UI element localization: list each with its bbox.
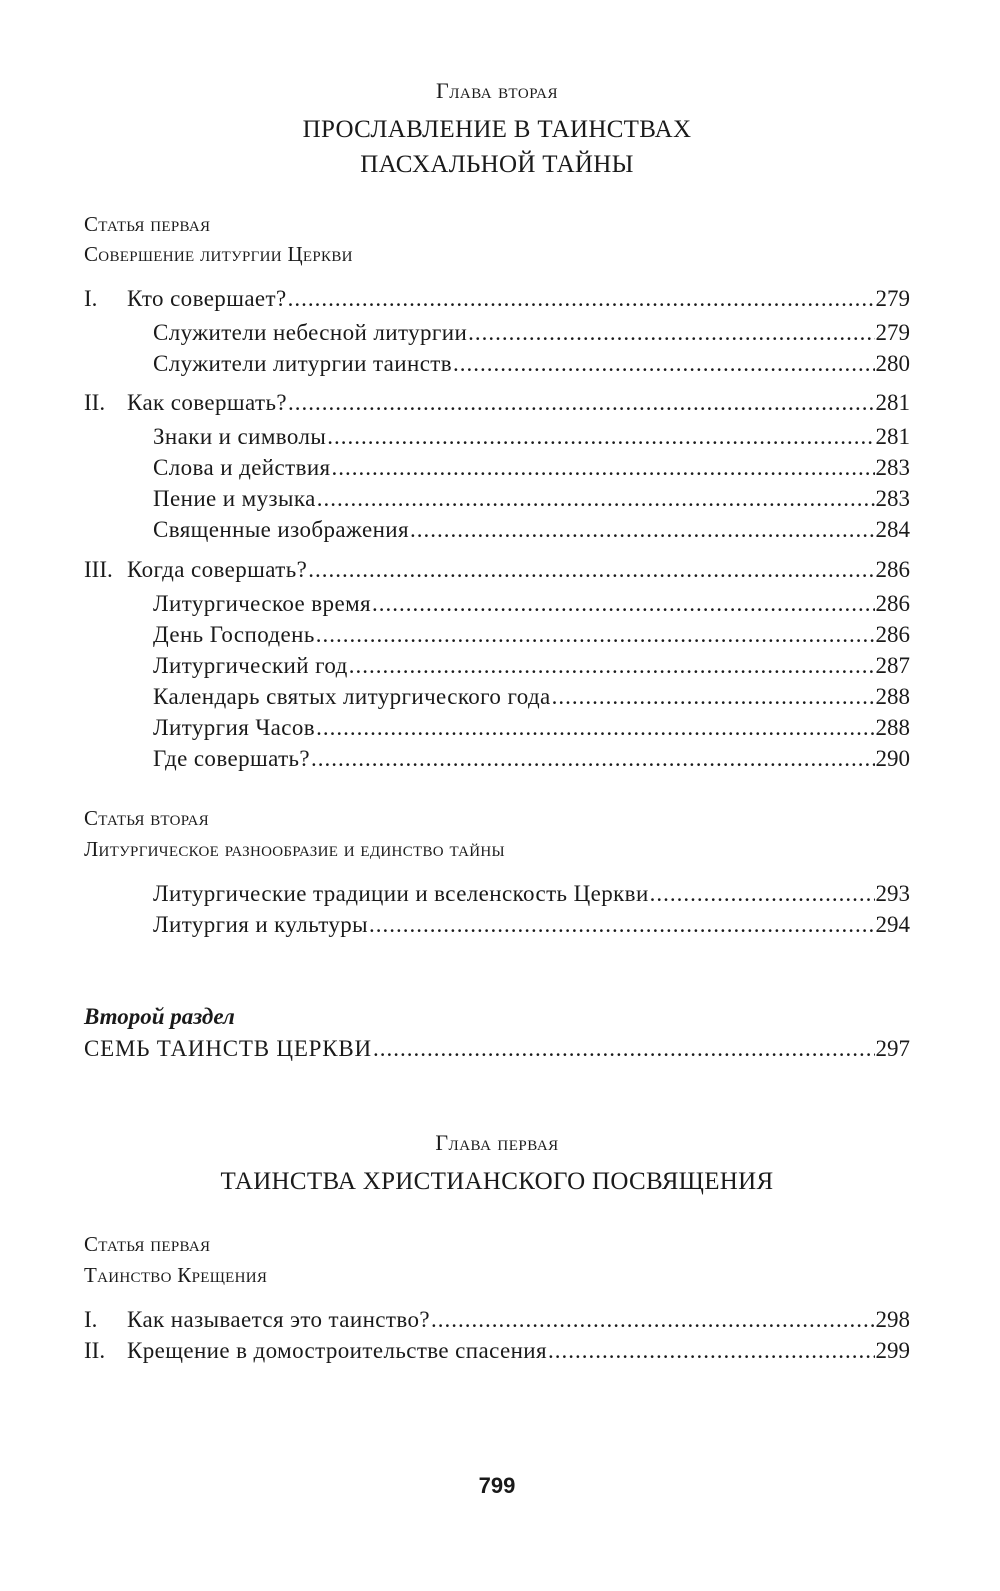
article-label: Статья первая [84,212,211,236]
leader-dots [552,682,875,712]
entry-page: 281 [875,390,910,415]
entry-page: 287 [875,653,910,678]
leader-dots [316,713,874,743]
leader-dots [308,555,874,585]
leader-dots [349,651,875,681]
leader-dots [372,589,874,619]
entry-page: 286 [875,591,910,616]
entry-page: 284 [875,517,910,542]
entry-page: 288 [875,715,910,740]
section-page: 297 [875,1036,910,1061]
entry-page: 279 [875,286,910,311]
chapter-title-line: ПРОСЛАВЛЕНИЕ В ТАИНСТВАХ [302,116,692,143]
page-number: 799 [478,1473,516,1498]
entry-title: Литургия Часов [153,715,316,740]
entry-title: Служители литургии таинств [153,351,453,376]
leader-dots [431,1305,875,1335]
toc-entry[interactable] [84,879,910,909]
chapter-title: ТАИНСТВА ХРИСТИАНСКОГО ПОСВЯЩЕНИЯ [220,1168,774,1195]
entry-title: День Господень [153,622,315,647]
toc-entry[interactable] [84,744,910,774]
article-label: Статья первая [84,1232,211,1256]
entry-number: III. [84,557,113,582]
leader-dots [316,620,875,650]
toc-entry[interactable] [84,284,910,314]
chapter-label: Глава первая [435,1130,559,1155]
leader-dots [369,910,874,940]
toc-entry[interactable] [84,1305,910,1335]
toc-entry[interactable] [84,318,910,348]
entry-title: Литургические традиции и вселенскость Церкви [153,881,649,906]
entry-title: Крещение в домостроительстве спасения [127,1338,547,1363]
entry-number: I. [84,286,98,311]
toc-entry[interactable] [84,682,910,712]
toc-entry[interactable] [84,349,910,379]
toc-entry[interactable] [84,422,910,452]
chapter-title-line: ПАСХАЛЬНОЙ ТАЙНЫ [360,151,634,178]
leader-dots [548,1336,875,1366]
leader-dots [288,284,875,314]
toc-entry[interactable] [84,484,910,514]
toc-entry[interactable] [84,555,910,585]
toc-entry[interactable] [84,1336,910,1366]
section-entry[interactable] [84,1034,910,1064]
leader-dots [410,515,875,545]
leader-dots [650,879,875,909]
entry-title: Календарь святых литургического года [153,684,551,709]
toc-entry[interactable] [84,651,910,681]
entry-number: I. [84,1307,98,1332]
entry-title: Священные изображения [153,517,409,542]
toc-entry[interactable] [84,620,910,650]
leader-dots [317,484,875,514]
toc-entry[interactable] [84,515,910,545]
entry-title: Литургия и культуры [153,912,369,937]
entry-title: Когда совершать? [127,557,308,582]
leader-dots [332,453,875,483]
entry-page: 279 [875,320,910,345]
entry-page: 286 [875,557,910,582]
chapter-title [84,112,910,182]
leader-dots [327,422,874,452]
entry-page: 283 [875,486,910,511]
entry-title: Слова и действия [153,455,331,480]
toc-entry[interactable] [84,713,910,743]
entry-title: Как называется это таинство? [127,1307,430,1332]
toc-page [84,0,910,1591]
entry-title: Литургическое время [153,591,372,616]
article-title: Литургическое разнообразие и единство тайны [84,837,505,861]
entry-page: 299 [875,1338,910,1363]
entry-page: 281 [875,424,910,449]
entry-title: Кто совершает? [127,286,287,311]
entry-page: 280 [875,351,910,376]
chapter-label: Глава вторая [436,78,558,103]
article-title: Таинство Крещения [84,1263,268,1287]
entry-page: 283 [875,455,910,480]
section-label: Второй раздел [84,1004,235,1029]
entry-page: 293 [875,881,910,906]
toc-entry[interactable] [84,453,910,483]
entry-page: 294 [875,912,910,937]
entry-title: Служители небесной литургии [153,320,468,345]
leader-dots [468,318,874,348]
entry-page: 288 [875,684,910,709]
leader-dots [311,744,874,774]
entry-title: Литургический год [153,653,348,678]
entry-title: Пение и музыка [153,486,316,511]
entry-page: 286 [875,622,910,647]
leader-dots [288,388,875,418]
entry-title: Знаки и символы [153,424,327,449]
leader-dots [373,1034,875,1064]
toc-entry[interactable] [84,589,910,619]
entry-page: 290 [875,746,910,771]
toc-entry[interactable] [84,388,910,418]
toc-entry[interactable] [84,910,910,940]
entry-page: 298 [875,1307,910,1332]
entry-number: II. [84,390,106,415]
section-title: СЕМЬ ТАИНСТВ ЦЕРКВИ [84,1036,372,1061]
article-title: Совершение литургии Церкви [84,242,353,266]
entry-title: Где совершать? [153,746,311,771]
entry-title: Как совершать? [127,390,287,415]
entry-number: II. [84,1338,106,1363]
leader-dots [453,349,874,379]
article-label: Статья вторая [84,806,209,830]
